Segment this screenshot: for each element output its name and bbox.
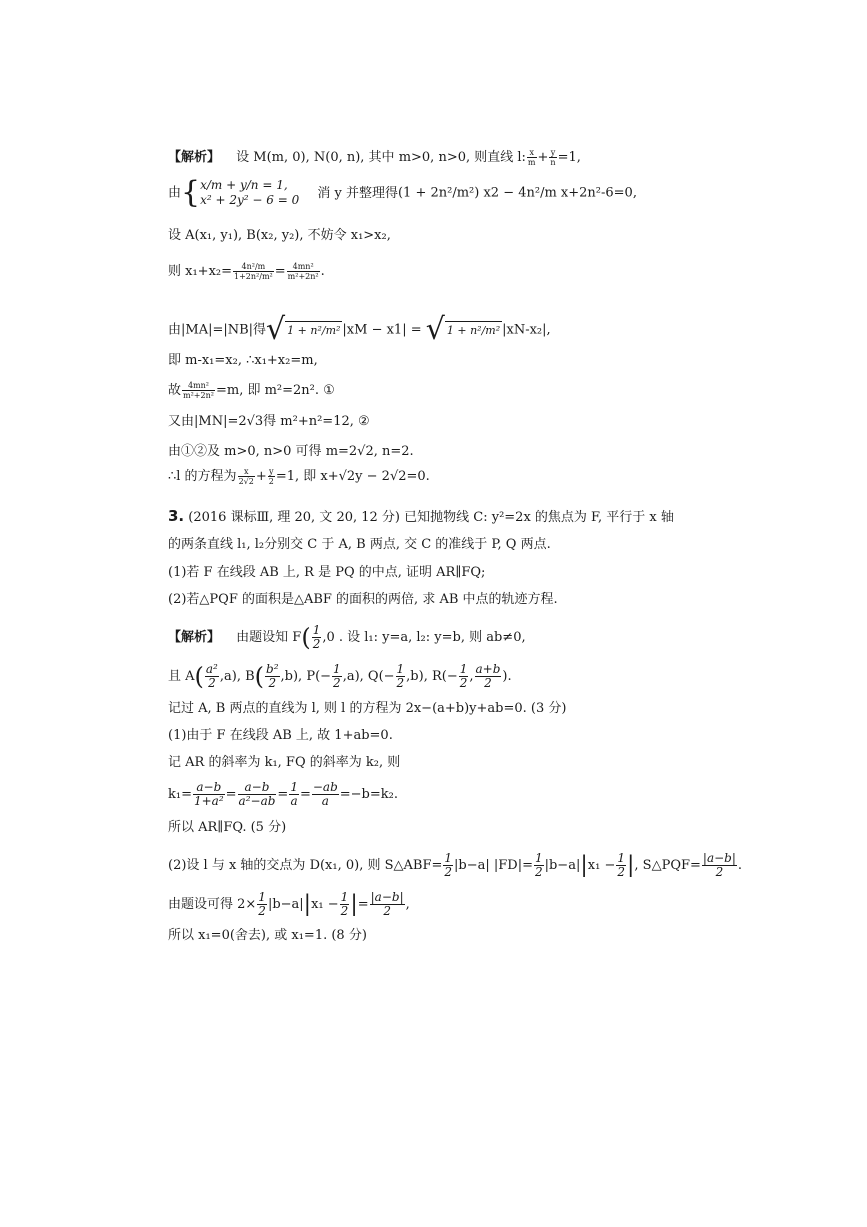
analysis-tag: 【解析】 <box>168 150 221 165</box>
text: ,b), R(− <box>406 669 458 684</box>
fraction: $\frac{a+b}{2}$ <box>475 662 501 690</box>
fraction: $\frac{-ab}{a}$ <box>312 780 338 808</box>
problem-line-3 <box>168 564 485 582</box>
fraction: $\frac{\text{4n²/m}}{\text{1+2n²/m²}}$ <box>234 262 273 281</box>
fraction: $\frac{1}{2}$ <box>444 851 453 879</box>
text: 又由|MN|=2√3得 m²+n²=12, ② <box>168 414 370 429</box>
fraction: $\frac{\text{a²}}{2}$ <box>205 662 218 690</box>
text: 则 x₁+x₂= <box>168 264 233 279</box>
solution-line-8 <box>168 413 370 431</box>
text: 故 <box>168 383 182 398</box>
fraction: $\frac{1}{2}$ <box>333 662 341 690</box>
solution-line-2 <box>168 175 637 210</box>
problem-line-4 <box>168 591 558 609</box>
text: |b−a| <box>544 858 581 873</box>
text: 即 m-x₁=x₂, ∴x₁+x₂=m, <box>168 353 318 368</box>
text: |b−a| <box>267 897 304 912</box>
solution-line-7 <box>168 381 335 400</box>
text: 设 A(x₁, y₁), B(x₂, y₂), 不妨令 x₁>x₂, <box>168 228 391 243</box>
text: x₁ − <box>587 858 616 873</box>
solution-line-5 <box>168 312 551 347</box>
solution-line-9 <box>168 443 414 461</box>
answer-line-5 <box>168 754 400 772</box>
text: =1, 即 x+√2y − 2√2=0. <box>275 469 430 484</box>
text: x₁ − <box>311 897 339 912</box>
fraction: $\frac{y}{n}$ <box>550 148 556 167</box>
text: |b−a| |FD|= <box>454 858 533 873</box>
text: (2)若△PQF 的面积是△ABF 的面积的两倍, 求 AB 中点的轨迹方程. <box>168 592 558 607</box>
answer-line-8: (2)设 l 与 x 轴的交点为 D(x₁, 0), 则 S△ABF= $\frac{1}{2}$ |b−a| |FD|= $\frac{1}{2}$ |b−a||x₁ − $\frac{1}{2}$ |, S△PQF= $\frac{|a-b|}{2}$ . <box>168 851 743 879</box>
fraction: $\frac{1}{a}$ <box>290 780 298 808</box>
fraction: $\frac{\text{b²}}{2}$ <box>266 662 279 690</box>
radicand: 1 + n²/m² <box>285 321 342 340</box>
text: 由题设可得 2× <box>168 897 257 912</box>
problem-line-1 <box>168 507 674 527</box>
text: (1)若 F 在线段 AB 上, R 是 PQ 的中点, 证明 AR∥FQ; <box>168 565 486 580</box>
comma: , <box>469 669 474 684</box>
answer-line-3 <box>168 700 566 718</box>
fraction: $\frac{1}{2}$ <box>459 662 468 690</box>
text: ,a), Q(− <box>342 669 395 684</box>
sqrt-sign: √ <box>425 312 445 347</box>
answer-line-4 <box>168 727 393 745</box>
answer-line-6: k₁= $\frac{a-b}{\text{1+a²}}$ = $\frac{a-b}{\text{a²−ab}}$ = $\frac{1}{a}$ = $\frac{-ab}{a}$ =−b=k₂. <box>168 780 398 808</box>
brace: { <box>181 175 201 210</box>
fraction: $\frac{1}{2}$ <box>258 890 266 918</box>
fraction: $\frac{\text{4mn²}}{\text{m²+2n²}}$ <box>287 262 319 281</box>
solution-line-10 <box>168 467 430 486</box>
text: 记过 A, B 两点的直线为 l, 则 l 的方程为 2x−(a+b)y+ab=0. (3 分) <box>168 701 567 716</box>
text: (2016 课标Ⅲ, 理 20, 文 20, 12 分) 已知抛物线 C: y²=2x 的焦点为 F, 平行于 x 轴 <box>188 510 674 525</box>
radicand: 1 + n²/m² <box>445 321 502 340</box>
solution-line-3 <box>168 227 391 245</box>
fraction: $\frac{|a-b|}{2}$ <box>702 851 736 879</box>
text: ). <box>502 669 512 684</box>
text: |xM − x1| = <box>342 322 422 338</box>
solution-line-1: 【解析】 设 M(m, 0), N(0, n), 其中 m>0, n>0, 则直线 l: $\frac{x}{m}$ + $\frac{y}{n}$ =1, <box>168 148 581 167</box>
text: =−b=k₂. <box>339 787 398 802</box>
fraction: $\frac{1}{2}$ <box>534 851 543 879</box>
text: k₁= <box>168 787 192 802</box>
answer-line-1: 【解析】 由题设知 F( $\frac{1}{2}$ ,0 . 设 l₁: y=a, l₂: y=b, 则 ab≠0, <box>168 623 526 652</box>
answer-line-9: 由题设可得 2× $\frac{1}{2}$ |b−a||x₁ − $\frac{1}{2}$ |= $\frac{|a-b|}{2}$ , <box>168 890 410 918</box>
fraction: $\frac{1}{2}$ <box>340 890 349 918</box>
fraction: $\frac{1}{2}$ <box>312 623 321 651</box>
text: =1, <box>557 150 581 165</box>
fraction: $\frac{\text{4mn²}}{\text{m²+2n²}}$ <box>183 381 214 400</box>
fraction: $\frac{x}{2√2}$ <box>238 467 254 486</box>
answer-line-2: 且 A( $\frac{\text{a²}}{2}$ ,a), B( $\frac{\text{b²}}{2}$ ,b), P(− $\frac{1}{2}$ ,a), Q(− $\frac{1}{2}$ ,b), R(− $\frac{1}{2}$ , $\frac{a+b}{2}$ ). <box>168 662 512 691</box>
fraction: $\frac{a-b}{\text{a²−ab}}$ <box>238 780 276 808</box>
text: ,0 . 设 l₁: y=a, l₂: y=b, 则 ab≠0, <box>322 630 526 645</box>
solution-line-4 <box>168 262 325 281</box>
answer-line-10 <box>168 927 367 945</box>
text: |xN-x₂|, <box>502 322 551 338</box>
solution-line-6 <box>168 352 318 370</box>
text: ,b), P(− <box>280 669 332 684</box>
text: 由 <box>168 185 182 201</box>
text: =m, 即 m²=2n². ① <box>215 383 335 398</box>
text: ∴l 的方程为 <box>168 469 237 484</box>
text: 设 M(m, 0), N(0, n), 其中 m>0, n>0, 则直线 l: <box>236 150 526 165</box>
fraction: $\frac{a-b}{\text{1+a²}}$ <box>193 780 224 808</box>
text: 由|MA|=|NB|得 <box>168 322 267 338</box>
problem-number: 3. <box>168 507 185 525</box>
answer-line-7 <box>168 819 286 837</box>
text: 记 AR 的斜率为 k₁, FQ 的斜率为 k₂, 则 <box>168 755 401 770</box>
text: 的两条直线 l₁, l₂分别交 C 于 A, B 两点, 交 C 的准线于 P, Q 两点. <box>168 537 551 552</box>
fraction: $\frac{1}{2}$ <box>396 662 405 690</box>
text: 所以 AR∥FQ. (5 分) <box>168 820 287 835</box>
text: 且 A <box>168 669 195 684</box>
sqrt-sign: √ <box>266 312 286 347</box>
equation-system: x/m + y/n = 1, x² + 2y² − 6 = 0 <box>200 178 300 207</box>
text: , S△PQF= <box>634 858 701 873</box>
fraction: $\frac{|a-b|}{2}$ <box>370 890 404 918</box>
fraction: $\frac{y}{2}$ <box>268 467 274 486</box>
text: 由题设知 F <box>236 630 302 645</box>
fraction: $\frac{1}{2}$ <box>617 851 625 879</box>
text: (2)设 l 与 x 轴的交点为 D(x₁, 0), 则 S△ABF= <box>168 858 443 873</box>
equals: = <box>274 264 286 279</box>
fraction: $\frac{x}{m}$ <box>527 148 536 167</box>
text: 所以 x₁=0(舍去), 或 x₁=1. (8 分) <box>168 928 367 943</box>
text: ,a), B <box>219 669 255 684</box>
text: 消 y 并整理得 <box>317 185 398 201</box>
problem-line-2 <box>168 536 551 554</box>
text: . <box>320 264 325 279</box>
plus: + <box>255 469 267 484</box>
text: 由①②及 m>0, n>0 可得 m=2√2, n=2. <box>168 444 414 459</box>
analysis-tag: 【解析】 <box>168 630 221 645</box>
text: (1)由于 F 在线段 AB 上, 故 1+ab=0. <box>168 728 393 743</box>
expression: (1 + 2n²/m²) x2 − 4n²/m x+2n²-6=0, <box>397 185 637 201</box>
